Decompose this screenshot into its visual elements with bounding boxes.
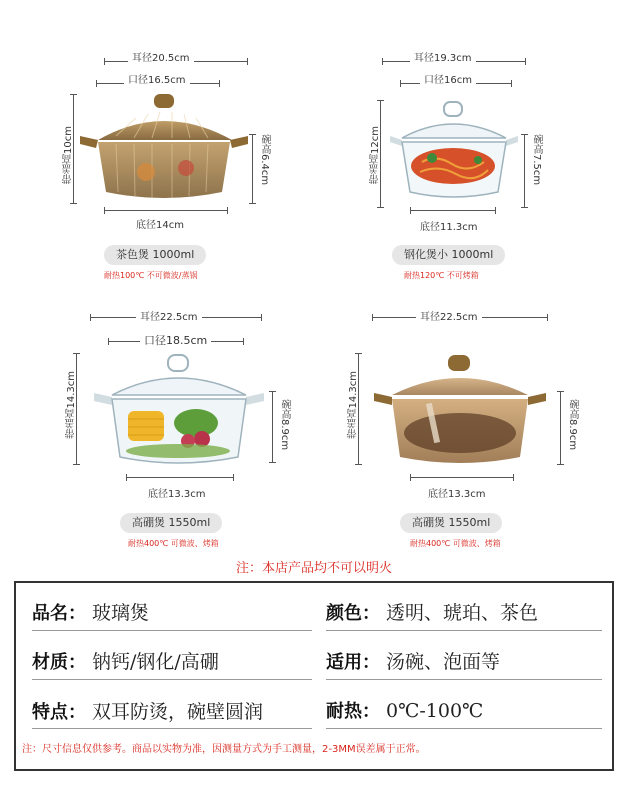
spec-key: 耐热： [326, 701, 380, 722]
mouth-width-label: 口径16.5cm [124, 71, 190, 86]
spec-row-color [326, 598, 538, 638]
row-divider [32, 728, 312, 729]
mouth-width-label: 口径16cm [420, 71, 476, 86]
product-heat-note: 耐热400℃ 可微波、烤箱 [410, 539, 501, 548]
measurement-footnote: 注：尺寸信息仅供参考。商品以实物为准，因测量方式为手工测量，2-3MM误差属于正常。 [22, 744, 426, 755]
base-width-label: 底径14cm [136, 220, 184, 231]
base-width-line [104, 210, 228, 211]
lid-height-label: 带盖高14.3cm [348, 371, 359, 439]
product-name-badge: 高硼煲 1550ml [400, 513, 502, 533]
small-tempered-bowl-image [386, 100, 522, 208]
row-divider [326, 728, 602, 729]
spec-value: 双耳防烫，碗壁圆润 [92, 701, 264, 723]
product-name-badge: 钢化煲小 1000ml [392, 245, 505, 265]
spec-row-heat [326, 697, 483, 737]
spec-value: 玻璃煲 [92, 602, 150, 624]
spec-row-material [32, 647, 219, 687]
base-width-label: 底径13.3cm [428, 489, 486, 500]
spec-key: 颜色： [326, 603, 380, 624]
base-width-line [410, 210, 496, 211]
bowl-height-label: 碗高7.5cm [531, 134, 542, 186]
borosilicate-clear-bowl-image [92, 353, 266, 469]
base-width-label: 底径13.3cm [148, 489, 206, 500]
product-card-small-tempered [314, 40, 628, 330]
spec-key: 材质： [32, 652, 86, 673]
product-heat-note: 耐热400℃ 可微波、烤箱 [128, 539, 219, 548]
spec-key: 特点： [32, 702, 86, 723]
bowl-height-line [272, 391, 273, 463]
bowl-height-line [524, 134, 525, 208]
spec-row-feature [32, 697, 263, 737]
spec-value: 钠钙/钢化/高硼 [92, 651, 219, 673]
row-divider [32, 630, 312, 631]
spec-row-name [32, 598, 149, 638]
lid-height-label: 带盖高14.3cm [66, 371, 77, 439]
bowl-height-line [560, 391, 561, 465]
product-card-borosilicate-amber [314, 305, 628, 595]
spec-value: 透明、琥珀、茶色 [386, 602, 539, 624]
borosilicate-amber-bowl-image [372, 353, 548, 469]
open-flame-warning: 注：本店产品均不可以明火 [235, 561, 392, 576]
bowl-height-label: 碗高8.9cm [279, 399, 290, 451]
bowl-height-label: 碗高6.4cm [259, 134, 270, 186]
row-divider [326, 679, 602, 680]
row-divider [326, 630, 602, 631]
lid-height-label: 带盖高10cm [63, 126, 74, 184]
product-name-badge: 高硼煲 1550ml [120, 513, 222, 533]
base-width-line [410, 477, 514, 478]
row-divider [32, 679, 312, 680]
product-card-borosilicate-clear [0, 305, 314, 595]
ear-width-label: 耳径20.5cm [128, 49, 194, 64]
base-width-line [126, 477, 234, 478]
product-heat-note: 耐热100℃ 不可微波/蒸锅 [104, 271, 198, 280]
ear-width-label: 耳径19.3cm [410, 49, 476, 64]
tea-bowl-image [76, 92, 256, 202]
ear-width-label: 耳径22.5cm [416, 308, 482, 323]
spec-value: 0℃-100℃ [386, 700, 484, 722]
mouth-width-label: 口径18.5cm [140, 332, 211, 348]
spec-row-use [326, 647, 500, 687]
product-heat-note: 耐热120℃ 不可烤箱 [404, 271, 479, 280]
spec-key: 品名： [32, 603, 86, 624]
spec-value: 汤碗、泡面等 [386, 651, 501, 673]
product-name-badge: 茶色煲 1000ml [104, 245, 206, 265]
product-card-tea-bowl [0, 40, 314, 330]
bowl-height-label: 碗高8.9cm [567, 399, 578, 451]
spec-key: 适用： [326, 652, 380, 673]
ear-width-label: 耳径22.5cm [136, 308, 202, 323]
base-width-label: 底径11.3cm [420, 222, 478, 233]
lid-height-label: 带盖高12cm [370, 126, 381, 184]
